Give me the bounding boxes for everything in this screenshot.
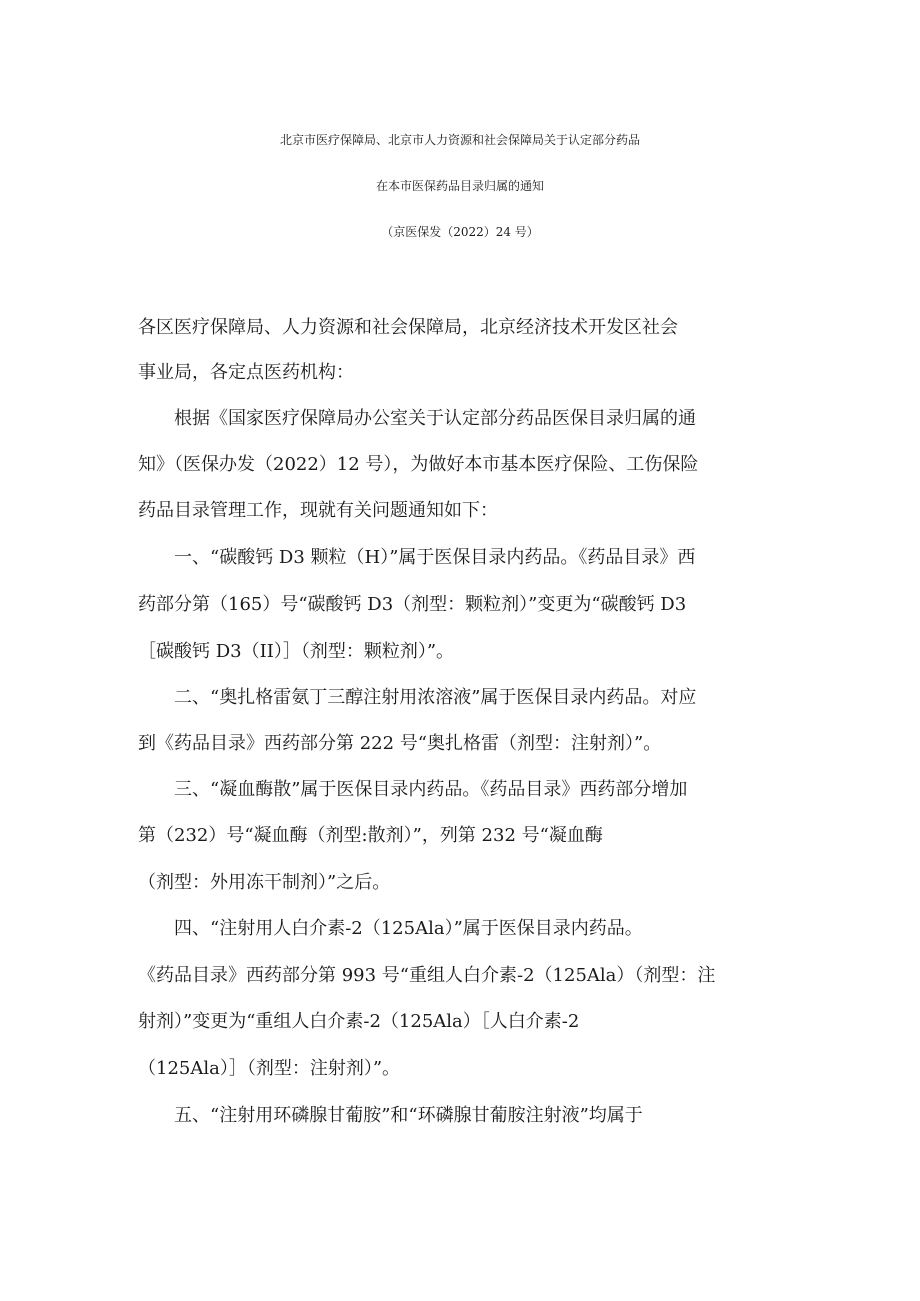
item-4-line-4: （125Ala）］（剂型：注射剂）”。 (138, 1058, 401, 1079)
item-2-line-1: 二、“奥扎格雷氨丁三醇注射用浓溶液”属于医保目录内药品。对应 (174, 687, 697, 708)
item-2-line-2: 到《药品目录》西药部分第 222 号“奥扎格雷（剂型：注射剂）”。 (138, 733, 662, 754)
addressee-line-2: 事业局，各定点医药机构： (138, 362, 354, 383)
item-1-line-2: 药部分第（165）号“碳酸钙 D3（剂型：颗粒剂）”变更为“碳酸钙 D3 (138, 594, 687, 615)
item-5-line-1: 五、“注射用环磷腺甘葡胺”和“环磷腺甘葡胺注射液”均属于 (174, 1105, 643, 1126)
document-number: （京医保发（2022）24 号） (381, 225, 539, 239)
item-3-line-2: 第（232）号“凝血酶（剂型:散剂）”，列第 232 号“凝血酶 (138, 825, 603, 846)
item-1-line-3: ［碳酸钙 D3（II）］（剂型：颗粒剂）”。 (138, 641, 455, 662)
item-3-line-1: 三、“凝血酶散”属于医保目录内药品。《药品目录》西药部分增加 (174, 779, 688, 800)
item-3-line-3: （剂型：外用冻干制剂）”之后。 (138, 872, 391, 893)
item-4-line-2: 《药品目录》西药部分第 993 号“重组人白介素-2（125Ala）（剂型：注 (138, 965, 716, 986)
intro-line-1: 根据《国家医疗保障局办公室关于认定部分药品医保目录归属的通 (174, 408, 696, 429)
item-4-line-3: 射剂）”变更为“重组人白介素-2（125Ala）［人白介素-2 (138, 1011, 580, 1032)
intro-line-2: 知》（医保办发（2022）12 号），为做好本市基本医疗保险、工伤保险 (138, 454, 699, 475)
item-1-line-1: 一、“碳酸钙 D3 颗粒（H）”属于医保目录内药品。《药品目录》西 (174, 547, 696, 568)
intro-line-3: 药品目录管理工作，现就有关问题通知如下： (138, 500, 498, 521)
item-4-line-1: 四、“注射用人白介素-2（125Ala）”属于医保目录内药品。 (174, 918, 643, 939)
title-line-2: 在本市医保药品目录归属的通知 (375, 179, 544, 193)
title-line-1: 北京市医疗保障局、北京市人力资源和社会保障局关于认定部分药品 (279, 133, 640, 147)
addressee-line-1: 各区医疗保障局、人力资源和社会保障局，北京经济技术开发区社会 (138, 317, 678, 338)
